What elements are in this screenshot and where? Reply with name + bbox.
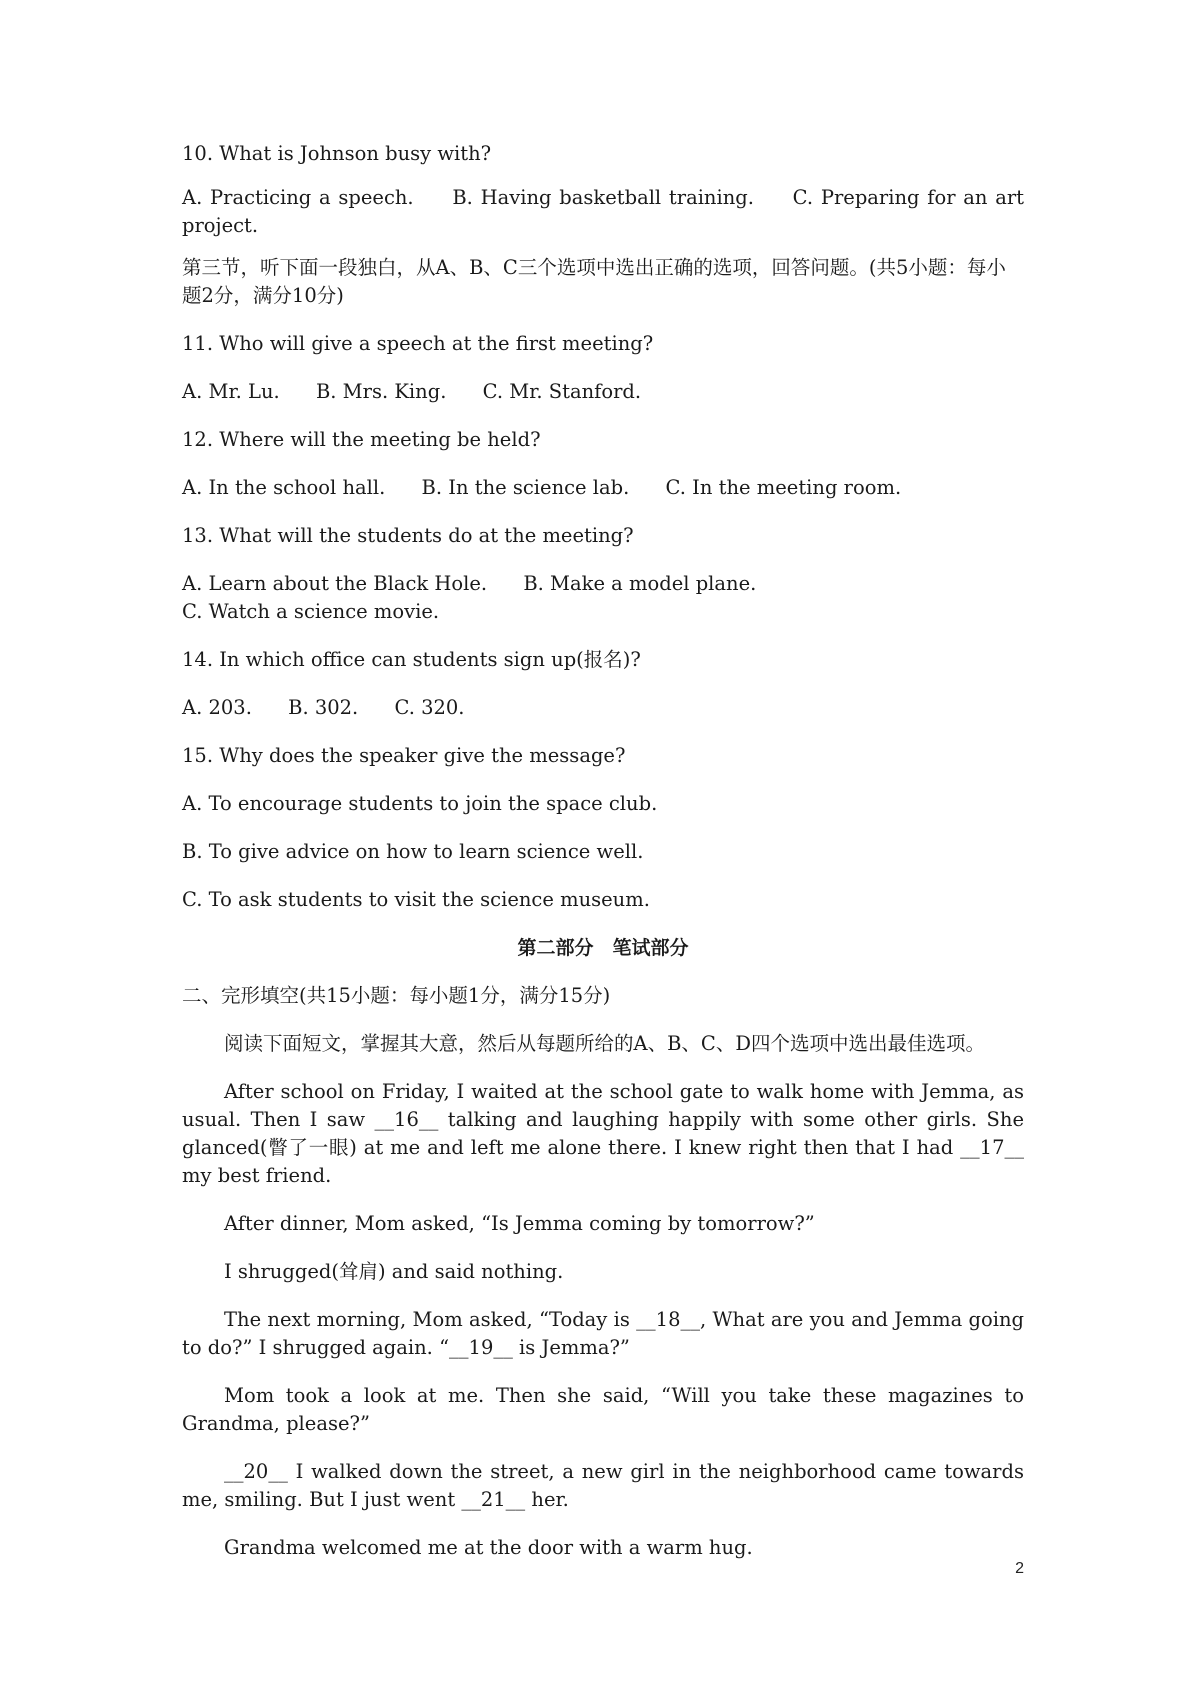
passage-paragraph: After school on Friday, I waited at the school gate to walk home with Jemma, as usual. Then I saw __16__ talking and laughing happily with some other girls. She glanced(瞥了一眼) at me and left me alone there. I knew right then that I had __17__ my best friend. xyxy=(182,1080,1024,1187)
question-15-option-c: C. To ask students to visit the science museum. xyxy=(182,888,650,911)
option-b: B. 302. xyxy=(288,696,359,719)
option-c: C. Mr. Stanford. xyxy=(482,380,642,403)
option-a: A. In the school hall. xyxy=(182,476,386,499)
question-11: 11. Who will give a speech at the first meeting? xyxy=(182,332,654,355)
question-11-options xyxy=(182,378,1024,406)
passage-paragraph: Grandma welcomed me at the door with a warm hug. xyxy=(224,1536,753,1559)
option-a: A. Practicing a speech. xyxy=(182,186,414,209)
option-c: C. In the meeting room. xyxy=(665,476,902,499)
passage-paragraph: Mom took a look at me. Then she said, “Will you take these magazines to Grandma, please?” xyxy=(182,1384,1024,1435)
question-15: 15. Why does the speaker give the message? xyxy=(182,744,626,767)
question-14-options xyxy=(182,694,1024,722)
option-c: C. Preparing for an art project. xyxy=(182,186,1024,237)
question-12-options xyxy=(182,474,1024,502)
question-15-option-b: B. To give advice on how to learn science well. xyxy=(182,840,644,863)
option-a: A. Learn about the Black Hole. xyxy=(182,572,488,595)
option-c: C. Watch a science movie. xyxy=(182,600,440,623)
option-a: A. 203. xyxy=(182,696,252,719)
cloze-heading: 二、完形填空(共15小题：每小题1分，满分15分) xyxy=(182,984,611,1007)
question-14: 14. In which office can students sign up(报名)? xyxy=(182,648,641,671)
question-13-options xyxy=(182,570,1024,626)
section-3-instruction: 第三节，听下面一段独白，从A、B、C三个选项中选出正确的选项，回答问题。(共5小题：每小题2分，满分10分) xyxy=(182,256,1006,307)
option-a: A. Mr. Lu. xyxy=(182,380,280,403)
exam-page xyxy=(182,140,1024,1582)
option-b: B. Mrs. King. xyxy=(315,380,447,403)
question-10: 10. What is Johnson busy with? xyxy=(182,142,492,165)
part-2-title: 第二部分 笔试部分 xyxy=(517,937,689,959)
page-number: 2 xyxy=(1015,1560,1024,1577)
option-b: B. Make a model plane. xyxy=(523,572,757,595)
question-10-options xyxy=(182,184,1024,240)
question-12: 12. Where will the meeting be held? xyxy=(182,428,541,451)
passage-paragraph: The next morning, Mom asked, “Today is __18__, What are you and Jemma going to do?” I shrugged again. “__19__ is Jemma?” xyxy=(182,1308,1024,1359)
passage-paragraph: I shrugged(耸肩) and said nothing. xyxy=(224,1260,564,1283)
cloze-instruction: 阅读下面短文，掌握其大意，然后从每题所给的A、B、C、D四个选项中选出最佳选项。 xyxy=(224,1032,985,1055)
passage-paragraph: After dinner, Mom asked, “Is Jemma coming by tomorrow?” xyxy=(224,1212,815,1235)
passage-paragraph: __20__ I walked down the street, a new girl in the neighborhood came towards me, smiling. But I just went __21__ her. xyxy=(182,1460,1024,1511)
option-b: B. In the science lab. xyxy=(421,476,630,499)
question-13: 13. What will the students do at the meeting? xyxy=(182,524,634,547)
question-15-option-a: A. To encourage students to join the space club. xyxy=(182,792,658,815)
option-b: B. Having basketball training. xyxy=(452,186,754,209)
option-c: C. 320. xyxy=(394,696,465,719)
